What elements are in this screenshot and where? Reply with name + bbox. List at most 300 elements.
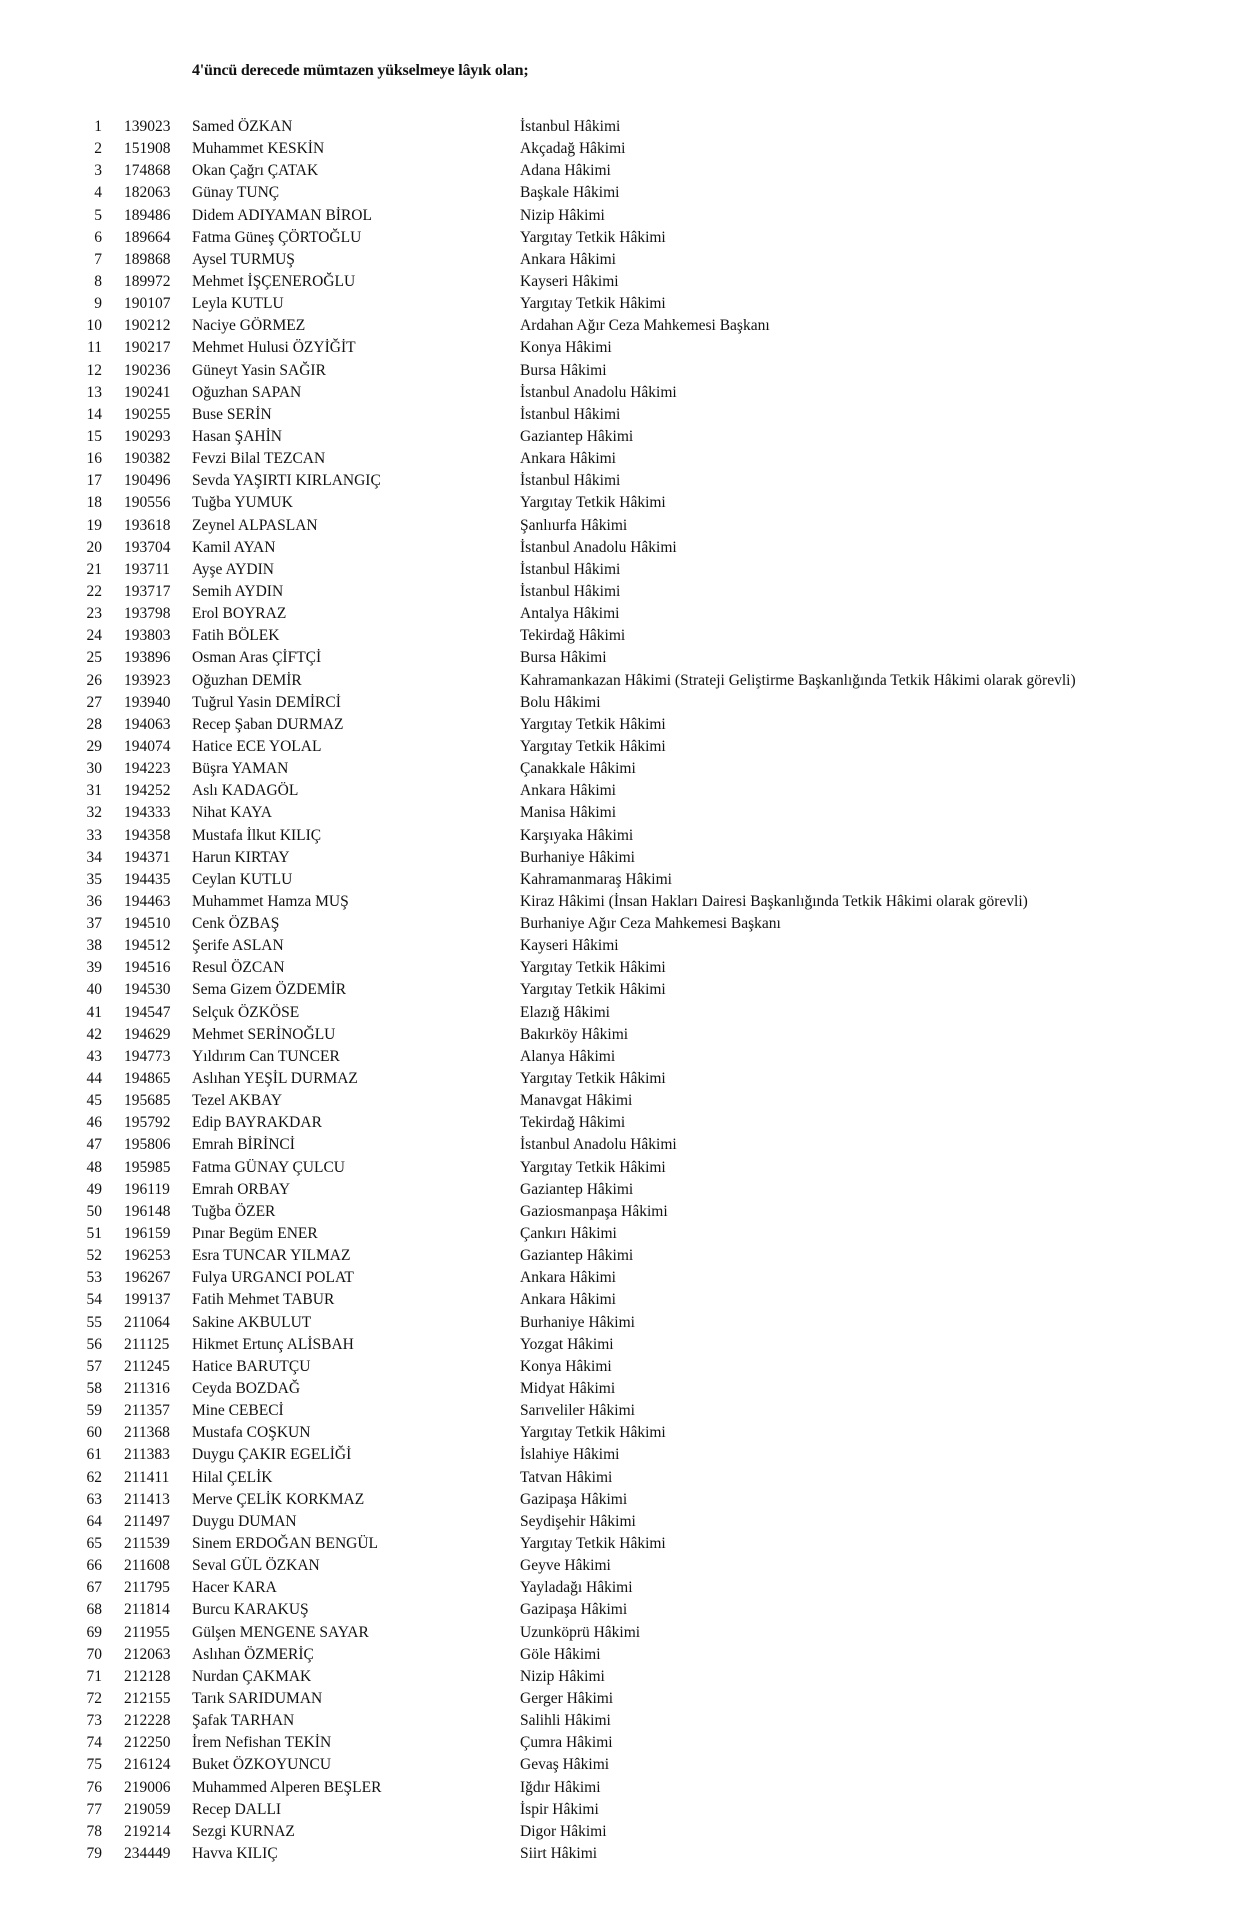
row-sicil-number: 193923 bbox=[124, 671, 171, 689]
row-number: 24 bbox=[86, 627, 102, 645]
row-sicil-number: 193798 bbox=[124, 605, 171, 623]
row-number: 26 bbox=[86, 671, 102, 689]
row-number: 14 bbox=[86, 405, 102, 423]
row-number: 54 bbox=[86, 1291, 102, 1309]
row-number: 51 bbox=[86, 1225, 102, 1243]
list-row bbox=[0, 825, 1252, 847]
list-row bbox=[0, 1732, 1252, 1754]
row-number: 30 bbox=[86, 760, 102, 778]
row-duty-place: Kahramankazan Hâkimi (Strateji Geliştirme Başkanlığında Tetkik Hâkimi olarak görevli) bbox=[520, 671, 1076, 689]
list-row bbox=[0, 249, 1252, 271]
row-duty-place: Elazığ Hâkimi bbox=[520, 1003, 610, 1021]
row-number: 38 bbox=[86, 937, 102, 955]
row-sicil-number: 190217 bbox=[124, 339, 171, 357]
row-duty-place: İspir Hâkimi bbox=[520, 1800, 599, 1818]
row-judge-name: Aslıhan ÖZMERİÇ bbox=[192, 1645, 314, 1663]
row-number: 55 bbox=[86, 1313, 102, 1331]
row-judge-name: Hikmet Ertunç ALİSBAH bbox=[192, 1335, 354, 1353]
list-row bbox=[0, 1157, 1252, 1179]
row-judge-name: Tuğba ÖZER bbox=[192, 1202, 276, 1220]
row-judge-name: Recep Şaban DURMAZ bbox=[192, 715, 344, 733]
row-duty-place: Başkale Hâkimi bbox=[520, 184, 620, 202]
list-row bbox=[0, 404, 1252, 426]
list-row bbox=[0, 515, 1252, 537]
list-row bbox=[0, 1467, 1252, 1489]
list-row bbox=[0, 692, 1252, 714]
row-judge-name: Tarık SARIDUMAN bbox=[192, 1689, 323, 1707]
row-number: 37 bbox=[86, 915, 102, 933]
row-sicil-number: 151908 bbox=[124, 140, 171, 158]
row-duty-place: Ankara Hâkimi bbox=[520, 1269, 616, 1287]
row-sicil-number: 211814 bbox=[124, 1601, 170, 1619]
row-sicil-number: 193711 bbox=[124, 560, 170, 578]
row-duty-place: Iğdır Hâkimi bbox=[520, 1778, 601, 1796]
row-judge-name: Kamil AYAN bbox=[192, 538, 276, 556]
row-number: 4 bbox=[94, 184, 102, 202]
row-judge-name: Duygu ÇAKIR EGELİĞİ bbox=[192, 1446, 352, 1464]
row-duty-place: Tekirdağ Hâkimi bbox=[520, 1114, 626, 1132]
row-number: 46 bbox=[86, 1114, 102, 1132]
row-number: 27 bbox=[86, 693, 102, 711]
list-row bbox=[0, 979, 1252, 1001]
row-judge-name: Günay TUNÇ bbox=[192, 184, 280, 202]
row-sicil-number: 211413 bbox=[124, 1490, 170, 1508]
row-duty-place: İslahiye Hâkimi bbox=[520, 1446, 620, 1464]
row-sicil-number: 190293 bbox=[124, 427, 171, 445]
row-number: 19 bbox=[86, 516, 102, 534]
row-judge-name: Hilal ÇELİK bbox=[192, 1468, 273, 1486]
row-number: 36 bbox=[86, 892, 102, 910]
row-sicil-number: 196119 bbox=[124, 1180, 170, 1198]
row-duty-place: Alanya Hâkimi bbox=[520, 1047, 616, 1065]
row-duty-place: İstanbul Anadolu Hâkimi bbox=[520, 1136, 677, 1154]
row-duty-place: Gevaş Hâkimi bbox=[520, 1756, 610, 1774]
row-duty-place: Antalya Hâkimi bbox=[520, 605, 620, 623]
row-judge-name: Nurdan ÇAKMAK bbox=[192, 1667, 312, 1685]
row-number: 63 bbox=[86, 1490, 102, 1508]
row-judge-name: Hacer KARA bbox=[192, 1579, 277, 1597]
row-judge-name: Cenk ÖZBAŞ bbox=[192, 915, 280, 933]
row-judge-name: Recep DALLI bbox=[192, 1800, 282, 1818]
row-number: 34 bbox=[86, 848, 102, 866]
row-duty-place: Bakırköy Hâkimi bbox=[520, 1025, 629, 1043]
list-row bbox=[0, 1622, 1252, 1644]
row-duty-place: Salihli Hâkimi bbox=[520, 1712, 611, 1730]
row-number: 35 bbox=[86, 870, 102, 888]
list-row bbox=[0, 1821, 1252, 1843]
row-number: 59 bbox=[86, 1402, 102, 1420]
row-sicil-number: 216124 bbox=[124, 1756, 171, 1774]
row-number: 48 bbox=[86, 1158, 102, 1176]
row-judge-name: Aslı KADAGÖL bbox=[192, 782, 299, 800]
row-sicil-number: 189868 bbox=[124, 250, 171, 268]
row-number: 9 bbox=[94, 295, 102, 313]
row-number: 50 bbox=[86, 1202, 102, 1220]
row-judge-name: Sevda YAŞIRTI KIRLANGIÇ bbox=[192, 472, 381, 490]
row-judge-name: Fatma GÜNAY ÇULCU bbox=[192, 1158, 345, 1176]
list-row bbox=[0, 1334, 1252, 1356]
row-judge-name: Okan Çağrı ÇATAK bbox=[192, 162, 319, 180]
row-judge-name: Büşra YAMAN bbox=[192, 760, 289, 778]
list-row bbox=[0, 1533, 1252, 1555]
row-duty-place: Burhaniye Hâkimi bbox=[520, 848, 635, 866]
row-sicil-number: 196267 bbox=[124, 1269, 171, 1287]
row-number: 17 bbox=[86, 472, 102, 490]
row-sicil-number: 211608 bbox=[124, 1557, 170, 1575]
row-number: 23 bbox=[86, 605, 102, 623]
row-number: 43 bbox=[86, 1047, 102, 1065]
row-sicil-number: 194333 bbox=[124, 804, 171, 822]
row-sicil-number: 190496 bbox=[124, 472, 171, 490]
row-duty-place: Yayladağı Hâkimi bbox=[520, 1579, 633, 1597]
row-sicil-number: 182063 bbox=[124, 184, 171, 202]
row-judge-name: Tuğba YUMUK bbox=[192, 494, 293, 512]
list-row bbox=[0, 758, 1252, 780]
row-number: 10 bbox=[86, 317, 102, 335]
row-duty-place: Gazipaşa Hâkimi bbox=[520, 1490, 628, 1508]
list-row bbox=[0, 1046, 1252, 1068]
row-sicil-number: 194530 bbox=[124, 981, 171, 999]
row-duty-place: Adana Hâkimi bbox=[520, 162, 611, 180]
row-number: 31 bbox=[86, 782, 102, 800]
row-sicil-number: 194463 bbox=[124, 892, 171, 910]
row-duty-place: Kayseri Hâkimi bbox=[520, 272, 619, 290]
list-row bbox=[0, 1201, 1252, 1223]
row-sicil-number: 194629 bbox=[124, 1025, 171, 1043]
list-row bbox=[0, 1511, 1252, 1533]
row-duty-place: Geyve Hâkimi bbox=[520, 1557, 611, 1575]
row-duty-place: İstanbul Hâkimi bbox=[520, 405, 621, 423]
row-judge-name: Sema Gizem ÖZDEMİR bbox=[192, 981, 347, 999]
row-duty-place: Midyat Hâkimi bbox=[520, 1380, 616, 1398]
list-row bbox=[0, 1356, 1252, 1378]
row-judge-name: Leyla KUTLU bbox=[192, 295, 284, 313]
row-number: 15 bbox=[86, 427, 102, 445]
row-duty-place: Kiraz Hâkimi (İnsan Hakları Dairesi Başkanlığında Tetkik Hâkimi olarak görevli) bbox=[520, 892, 1028, 910]
row-duty-place: Göle Hâkimi bbox=[520, 1645, 601, 1663]
row-duty-place: Yargıtay Tetkik Hâkimi bbox=[520, 295, 666, 313]
list-row bbox=[0, 182, 1252, 204]
row-judge-name: Fevzi Bilal TEZCAN bbox=[192, 450, 326, 468]
row-number: 79 bbox=[86, 1844, 102, 1862]
row-sicil-number: 189664 bbox=[124, 228, 171, 246]
list-row bbox=[0, 382, 1252, 404]
list-row bbox=[0, 802, 1252, 824]
list-row bbox=[0, 1644, 1252, 1666]
row-number: 20 bbox=[86, 538, 102, 556]
row-judge-name: Muhammet Hamza MUŞ bbox=[192, 892, 349, 910]
row-judge-name: Semih AYDIN bbox=[192, 582, 284, 600]
row-judge-name: Zeynel ALPASLAN bbox=[192, 516, 318, 534]
row-judge-name: Pınar Begüm ENER bbox=[192, 1225, 318, 1243]
row-sicil-number: 190382 bbox=[124, 450, 171, 468]
list-row bbox=[0, 448, 1252, 470]
row-sicil-number: 211411 bbox=[124, 1468, 170, 1486]
row-duty-place: Çanakkale Hâkimi bbox=[520, 760, 636, 778]
row-sicil-number: 190556 bbox=[124, 494, 171, 512]
row-sicil-number: 219214 bbox=[124, 1822, 171, 1840]
row-judge-name: Selçuk ÖZKÖSE bbox=[192, 1003, 300, 1021]
row-duty-place: Digor Hâkimi bbox=[520, 1822, 607, 1840]
row-number: 58 bbox=[86, 1380, 102, 1398]
row-sicil-number: 196253 bbox=[124, 1247, 171, 1265]
row-judge-name: Emrah ORBAY bbox=[192, 1180, 291, 1198]
row-sicil-number: 194435 bbox=[124, 870, 171, 888]
row-number: 70 bbox=[86, 1645, 102, 1663]
row-sicil-number: 194063 bbox=[124, 715, 171, 733]
row-sicil-number: 212228 bbox=[124, 1712, 171, 1730]
row-duty-place: Ankara Hâkimi bbox=[520, 450, 616, 468]
row-number: 3 bbox=[94, 162, 102, 180]
list-row bbox=[0, 1378, 1252, 1400]
row-duty-place: Manavgat Hâkimi bbox=[520, 1092, 633, 1110]
row-judge-name: Mehmet SERİNOĞLU bbox=[192, 1025, 336, 1043]
row-judge-name: Tuğrul Yasin DEMİRCİ bbox=[192, 693, 341, 711]
row-number: 57 bbox=[86, 1357, 102, 1375]
row-sicil-number: 174868 bbox=[124, 162, 171, 180]
row-number: 77 bbox=[86, 1800, 102, 1818]
row-sicil-number: 194516 bbox=[124, 959, 171, 977]
row-sicil-number: 190236 bbox=[124, 361, 171, 379]
row-judge-name: Sakine AKBULUT bbox=[192, 1313, 312, 1331]
row-number: 69 bbox=[86, 1623, 102, 1641]
list-row bbox=[0, 891, 1252, 913]
row-duty-place: Uzunköprü Hâkimi bbox=[520, 1623, 641, 1641]
row-sicil-number: 211383 bbox=[124, 1446, 170, 1464]
row-number: 67 bbox=[86, 1579, 102, 1597]
row-sicil-number: 194252 bbox=[124, 782, 171, 800]
list-row bbox=[0, 869, 1252, 891]
row-number: 66 bbox=[86, 1557, 102, 1575]
row-sicil-number: 189486 bbox=[124, 206, 171, 224]
list-row bbox=[0, 736, 1252, 758]
row-sicil-number: 219006 bbox=[124, 1778, 171, 1796]
row-duty-place: Bursa Hâkimi bbox=[520, 361, 607, 379]
list-row bbox=[0, 1223, 1252, 1245]
row-sicil-number: 194865 bbox=[124, 1070, 171, 1088]
promotion-list bbox=[0, 116, 1252, 1865]
list-row bbox=[0, 537, 1252, 559]
row-duty-place: Yargıtay Tetkik Hâkimi bbox=[520, 1535, 666, 1552]
row-duty-place: Nizip Hâkimi bbox=[520, 206, 605, 224]
row-duty-place: Konya Hâkimi bbox=[520, 1357, 612, 1375]
row-judge-name: Fulya URGANCI POLAT bbox=[192, 1269, 354, 1287]
row-judge-name: Mehmet İŞÇENEROĞLU bbox=[192, 272, 356, 290]
row-judge-name: Duygu DUMAN bbox=[192, 1512, 297, 1530]
row-number: 41 bbox=[86, 1003, 102, 1021]
row-number: 53 bbox=[86, 1269, 102, 1287]
row-number: 71 bbox=[86, 1667, 102, 1685]
row-judge-name: İrem Nefishan TEKİN bbox=[192, 1734, 332, 1752]
row-number: 22 bbox=[86, 582, 102, 600]
row-duty-place: Gazipaşa Hâkimi bbox=[520, 1601, 628, 1619]
row-sicil-number: 212250 bbox=[124, 1734, 171, 1752]
list-row bbox=[0, 1400, 1252, 1422]
row-sicil-number: 211245 bbox=[124, 1357, 170, 1375]
row-number: 65 bbox=[86, 1535, 102, 1552]
list-row bbox=[0, 315, 1252, 337]
list-row bbox=[0, 1710, 1252, 1732]
list-row bbox=[0, 160, 1252, 182]
row-judge-name: Muhammed Alperen BEŞLER bbox=[192, 1778, 382, 1796]
row-sicil-number: 211497 bbox=[124, 1512, 170, 1530]
list-row bbox=[0, 337, 1252, 359]
row-judge-name: Buket ÖZKOYUNCU bbox=[192, 1756, 332, 1774]
list-row bbox=[0, 1134, 1252, 1156]
row-number: 11 bbox=[87, 339, 102, 357]
row-number: 52 bbox=[86, 1247, 102, 1265]
list-row bbox=[0, 1444, 1252, 1466]
list-row bbox=[0, 1666, 1252, 1688]
row-sicil-number: 212155 bbox=[124, 1689, 171, 1707]
list-row bbox=[0, 603, 1252, 625]
row-sicil-number: 190212 bbox=[124, 317, 171, 335]
list-row bbox=[0, 271, 1252, 293]
row-sicil-number: 212063 bbox=[124, 1645, 171, 1663]
list-row bbox=[0, 1068, 1252, 1090]
list-row bbox=[0, 227, 1252, 249]
row-judge-name: Havva KILIÇ bbox=[192, 1844, 278, 1862]
row-duty-place: İstanbul Anadolu Hâkimi bbox=[520, 538, 677, 556]
row-sicil-number: 212128 bbox=[124, 1667, 171, 1685]
row-number: 44 bbox=[86, 1070, 102, 1088]
row-sicil-number: 211125 bbox=[124, 1335, 170, 1353]
row-duty-place: Kahramanmaraş Hâkimi bbox=[520, 870, 672, 888]
list-row bbox=[0, 559, 1252, 581]
row-duty-place: Ankara Hâkimi bbox=[520, 250, 616, 268]
list-row bbox=[0, 1422, 1252, 1444]
row-duty-place: Yozgat Hâkimi bbox=[520, 1335, 614, 1353]
row-duty-place: İstanbul Hâkimi bbox=[520, 560, 621, 578]
row-sicil-number: 194547 bbox=[124, 1003, 171, 1021]
row-duty-place: Ankara Hâkimi bbox=[520, 782, 616, 800]
row-number: 73 bbox=[86, 1712, 102, 1730]
row-number: 12 bbox=[86, 361, 102, 379]
row-duty-place: Karşıyaka Hâkimi bbox=[520, 826, 634, 844]
row-sicil-number: 194773 bbox=[124, 1047, 171, 1065]
row-duty-place: Bursa Hâkimi bbox=[520, 649, 607, 667]
row-number: 25 bbox=[86, 649, 102, 667]
row-duty-place: Ardahan Ağır Ceza Mahkemesi Başkanı bbox=[520, 317, 770, 335]
row-sicil-number: 211795 bbox=[124, 1579, 170, 1597]
row-judge-name: Hatice ECE YOLAL bbox=[192, 737, 322, 755]
list-row bbox=[0, 935, 1252, 957]
row-sicil-number: 190241 bbox=[124, 383, 171, 401]
row-duty-place: Kayseri Hâkimi bbox=[520, 937, 619, 955]
row-duty-place: Gaziosmanpaşa Hâkimi bbox=[520, 1202, 668, 1220]
row-sicil-number: 195685 bbox=[124, 1092, 171, 1110]
row-number: 45 bbox=[86, 1092, 102, 1110]
list-row bbox=[0, 1688, 1252, 1710]
row-duty-place: Yargıtay Tetkik Hâkimi bbox=[520, 1158, 666, 1176]
row-judge-name: Hatice BARUTÇU bbox=[192, 1357, 311, 1375]
row-sicil-number: 193896 bbox=[124, 649, 171, 667]
row-number: 28 bbox=[86, 715, 102, 733]
row-judge-name: Resul ÖZCAN bbox=[192, 959, 285, 977]
list-row bbox=[0, 138, 1252, 160]
row-number: 61 bbox=[86, 1446, 102, 1464]
row-sicil-number: 211316 bbox=[124, 1380, 170, 1398]
row-sicil-number: 193940 bbox=[124, 693, 171, 711]
row-judge-name: Güneyt Yasin SAĞIR bbox=[192, 361, 326, 379]
list-row bbox=[0, 116, 1252, 138]
row-judge-name: Fatma Güneş ÇÖRTOĞLU bbox=[192, 228, 362, 246]
row-judge-name: Ceylan KUTLU bbox=[192, 870, 293, 888]
row-judge-name: Mehmet Hulusi ÖZYİĞİT bbox=[192, 339, 356, 357]
row-number: 13 bbox=[86, 383, 102, 401]
row-number: 42 bbox=[86, 1025, 102, 1043]
list-row bbox=[0, 670, 1252, 692]
row-duty-place: Yargıtay Tetkik Hâkimi bbox=[520, 981, 666, 999]
row-judge-name: Fatih Mehmet TABUR bbox=[192, 1291, 335, 1309]
list-row bbox=[0, 1577, 1252, 1599]
list-row bbox=[0, 1843, 1252, 1865]
list-row bbox=[0, 847, 1252, 869]
row-duty-place: İstanbul Hâkimi bbox=[520, 118, 621, 135]
row-duty-place: Yargıtay Tetkik Hâkimi bbox=[520, 1424, 666, 1442]
row-judge-name: Harun KIRTAY bbox=[192, 848, 290, 866]
row-number: 39 bbox=[86, 959, 102, 977]
row-duty-place: Yargıtay Tetkik Hâkimi bbox=[520, 494, 666, 512]
list-row bbox=[0, 581, 1252, 603]
row-sicil-number: 194512 bbox=[124, 937, 171, 955]
row-judge-name: Burcu KARAKUŞ bbox=[192, 1601, 309, 1619]
row-duty-place: İstanbul Hâkimi bbox=[520, 582, 621, 600]
row-duty-place: Ankara Hâkimi bbox=[520, 1291, 616, 1309]
row-duty-place: Siirt Hâkimi bbox=[520, 1844, 598, 1862]
row-number: 6 bbox=[94, 228, 102, 246]
row-judge-name: Fatih BÖLEK bbox=[192, 627, 280, 645]
row-number: 60 bbox=[86, 1424, 102, 1442]
list-row bbox=[0, 426, 1252, 448]
row-duty-place: Gerger Hâkimi bbox=[520, 1689, 614, 1707]
list-row bbox=[0, 1754, 1252, 1776]
row-judge-name: Şafak TARHAN bbox=[192, 1712, 295, 1730]
row-duty-place: Konya Hâkimi bbox=[520, 339, 612, 357]
row-judge-name: Ayşe AYDIN bbox=[192, 560, 274, 578]
row-duty-place: Burhaniye Ağır Ceza Mahkemesi Başkanı bbox=[520, 915, 781, 933]
list-row bbox=[0, 1002, 1252, 1024]
list-row bbox=[0, 1112, 1252, 1134]
list-row bbox=[0, 205, 1252, 227]
row-duty-place: Yargıtay Tetkik Hâkimi bbox=[520, 1070, 666, 1088]
row-sicil-number: 195806 bbox=[124, 1136, 171, 1154]
list-row bbox=[0, 492, 1252, 514]
row-sicil-number: 211539 bbox=[124, 1535, 170, 1552]
list-row bbox=[0, 647, 1252, 669]
list-row bbox=[0, 1024, 1252, 1046]
row-number: 32 bbox=[86, 804, 102, 822]
list-row bbox=[0, 1489, 1252, 1511]
list-row bbox=[0, 1555, 1252, 1577]
row-number: 75 bbox=[86, 1756, 102, 1774]
row-number: 56 bbox=[86, 1335, 102, 1353]
row-number: 18 bbox=[86, 494, 102, 512]
list-row bbox=[0, 1289, 1252, 1311]
row-duty-place: Gaziantep Hâkimi bbox=[520, 1247, 634, 1265]
row-judge-name: Didem ADIYAMAN BİROL bbox=[192, 206, 372, 224]
list-row bbox=[0, 1312, 1252, 1334]
row-number: 78 bbox=[86, 1822, 102, 1840]
row-judge-name: Mustafa COŞKUN bbox=[192, 1424, 311, 1442]
row-judge-name: Yıldırım Can TUNCER bbox=[192, 1047, 340, 1065]
row-duty-place: Yargıtay Tetkik Hâkimi bbox=[520, 715, 666, 733]
row-duty-place: Nizip Hâkimi bbox=[520, 1667, 605, 1685]
list-row bbox=[0, 913, 1252, 935]
row-duty-place: Tatvan Hâkimi bbox=[520, 1468, 613, 1486]
row-duty-place: Yargıtay Tetkik Hâkimi bbox=[520, 228, 666, 246]
row-judge-name: Sinem ERDOĞAN BENGÜL bbox=[192, 1535, 378, 1552]
